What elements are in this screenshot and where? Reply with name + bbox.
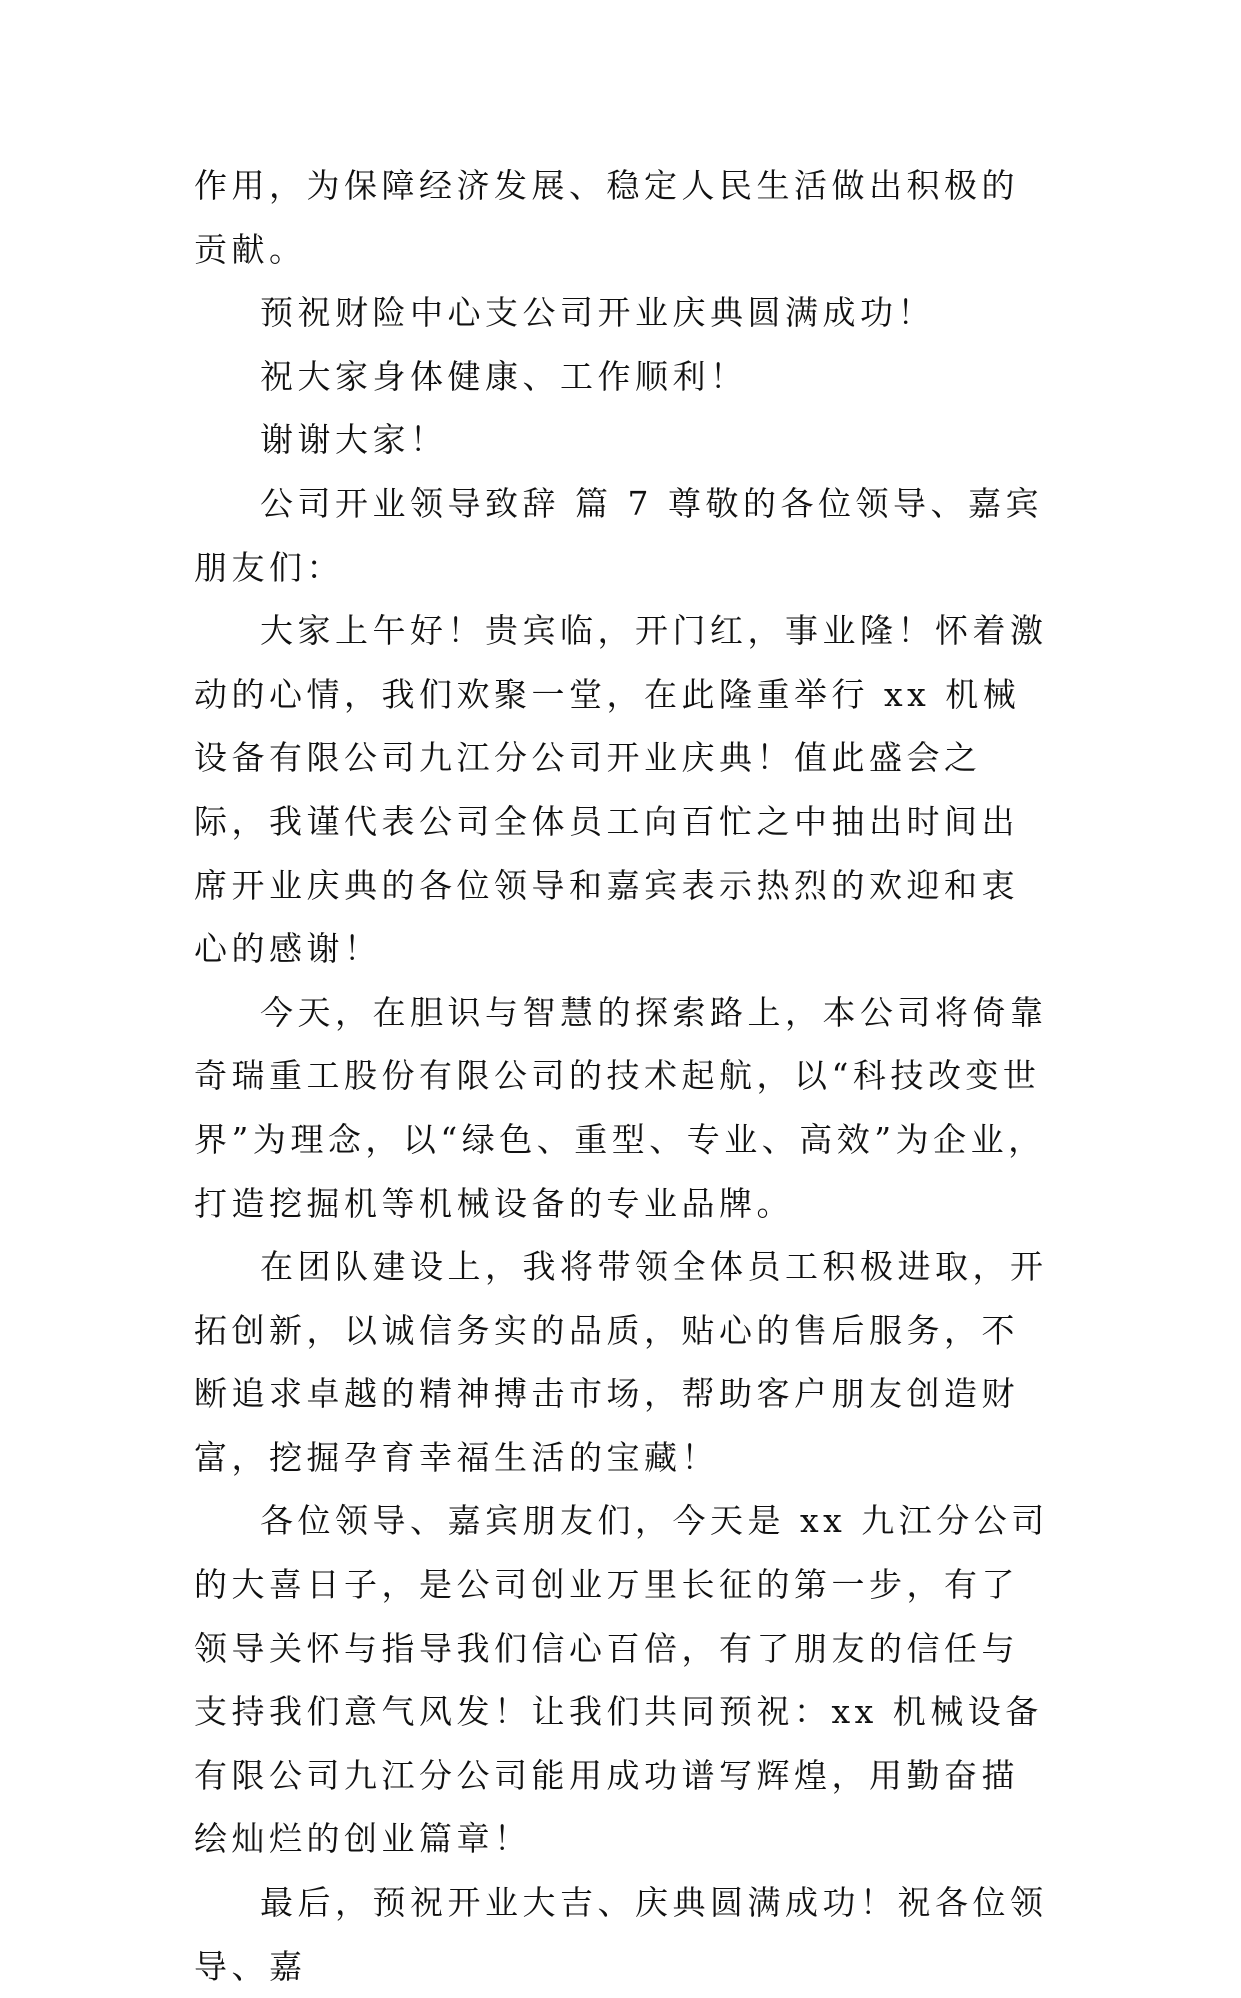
document-body	[194, 154, 1050, 1998]
paragraph-speech-heading: 公司开业领导致辞 篇 7 尊敬的各位领导、嘉宾朋友们：	[194, 483, 1043, 587]
paragraph-today: 今天，在胆识与智慧的探索路上，本公司将倚靠奇瑞重工股份有限公司的技术起航，以“科技改变世界”为理念，以“绿色、重型、专业、高效”为企业，打造挖掘机等机械设备的专业品牌。	[194, 992, 1048, 1223]
paragraph-continuation: 作用，为保障经济发展、稳定人民生活做出积极的贡献。	[194, 166, 1019, 269]
paragraph-wish-success: 预祝财险中心支公司开业庆典圆满成功！	[260, 293, 935, 333]
paragraph-big-day: 各位领导、嘉宾朋友们，今天是 xx 九江分公司的大喜日子，是公司创业万里长征的第一步，有了领导关怀与指导我们信心百倍，有了朋友的信任与支持我们意气风发！让我们共同预祝：xx 机械设备有限公司九江分公司能用成功谱写辉煌，用勤奋描绘灿烂的创业篇章！	[194, 1501, 1049, 1859]
paragraph-team: 在团队建设上，我将带领全体员工积极进取，开拓创新，以诚信务实的品质，贴心的售后服务，不断追求卓越的精神搏击市场，帮助客户朋友创造财富，挖掘孕育幸福生活的宝藏！	[194, 1247, 1048, 1477]
paragraph-greeting: 大家上午好！贵宾临，开门红，事业隆！怀着激动的心情，我们欢聚一堂，在此隆重举行 xx 机械设备有限公司九江分公司开业庆典！值此盛会之际，我谨代表公司全体员工向百忙之中抽出时间出席开业庆典的各位领导和嘉宾表示热烈的欢迎和衷心的感谢！	[194, 611, 1048, 969]
paragraph-closing: 最后，预祝开业大吉、庆典圆满成功！祝各位领导、嘉	[194, 1883, 1048, 1986]
paragraph-wish-health: 祝大家身体健康、工作顺利！	[260, 356, 748, 396]
paragraph-thanks: 谢谢大家！	[260, 420, 448, 460]
